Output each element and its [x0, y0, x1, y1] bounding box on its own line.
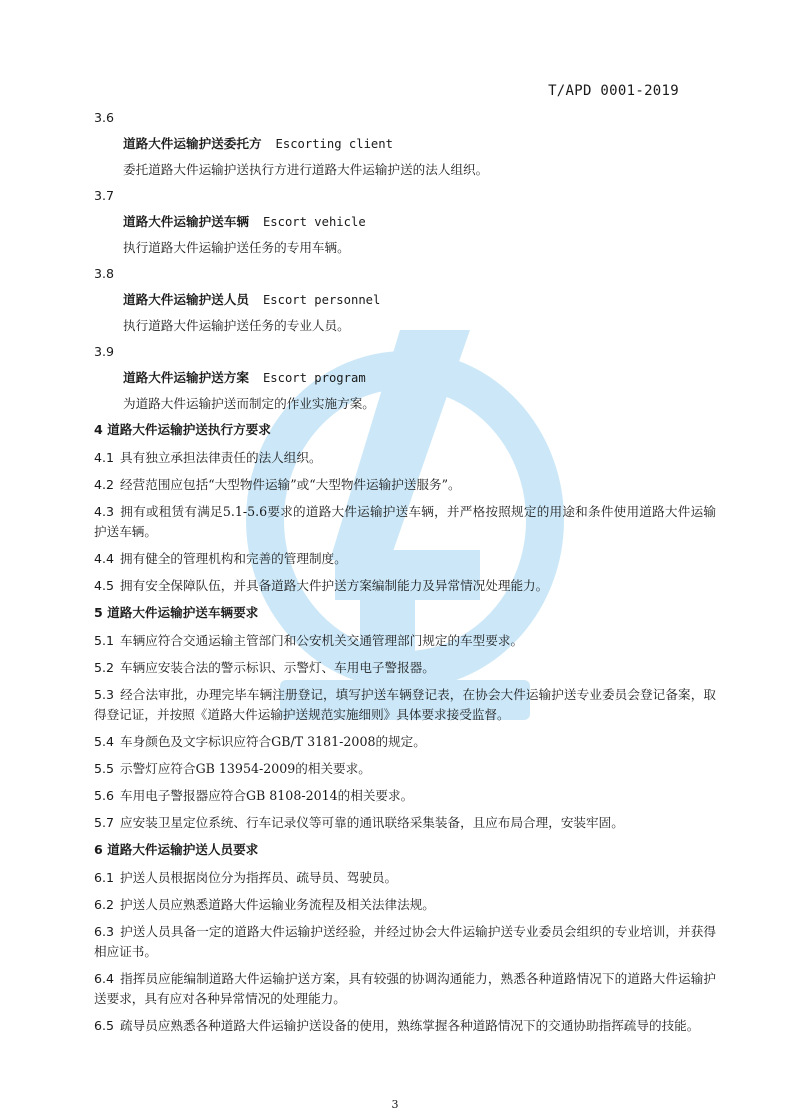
clause: [94, 732, 716, 752]
term-title-en: Escort personnel: [262, 293, 381, 307]
clause-number: 5.2: [94, 660, 115, 675]
clause: [94, 969, 716, 1009]
term-definition: 执行道路大件运输护送任务的专业人员。: [123, 318, 350, 333]
term-title-en: Escort program: [262, 371, 366, 385]
clause: [94, 759, 716, 779]
section-heading: 4 道路大件运输护送执行方要求: [94, 422, 271, 437]
clause: [94, 658, 716, 678]
term-definition: 委托道路大件运输护送执行方进行道路大件运输护送的法人组织。: [123, 162, 489, 177]
clause-number: 6.5: [94, 1018, 115, 1033]
term-title-en: Escorting client: [275, 137, 393, 151]
clause-text: 指挥员应能编制道路大件运输护送方案，具有较强的协调沟通能力，熟悉各种道路情况下的道路大件运输护送要求，具有应对各种异常情况的处理能力。: [94, 971, 716, 1006]
clause-number: 5.7: [94, 815, 115, 830]
clause-text: 护送人员根据岗位分为指挥员、疏导员、驾驶员。: [120, 870, 398, 885]
term-title-zh: 道路大件运输护送委托方: [123, 136, 262, 151]
clause: [94, 631, 716, 651]
clause-text: 护送人员应熟悉道路大件运输业务流程及相关法律法规。: [120, 897, 435, 912]
clause-number: 5.5: [94, 761, 115, 776]
clause-text: 疏导员应熟悉各种道路大件运输护送设备的使用，熟练掌握各种道路情况下的交通协助指挥疏导的技能。: [120, 1018, 700, 1033]
term-number: 3.6: [94, 110, 115, 125]
term-title-zh: 道路大件运输护送方案: [123, 370, 249, 385]
term-title: [94, 290, 716, 310]
clause: [94, 786, 716, 806]
document-body: [94, 104, 716, 1043]
clause-text: 车身颜色及文字标识应符合GB/T 3181-2008的规定。: [120, 734, 426, 749]
clause-text: 车辆应符合交通运输主管部门和公安机关交通管理部门规定的车型要求。: [120, 633, 524, 648]
clause-number: 5.6: [94, 788, 115, 803]
term-title-en: Escort vehicle: [262, 215, 366, 229]
clause-number: 5.4: [94, 734, 115, 749]
clause-text: 拥有或租赁有满足5.1-5.6要求的道路大件运输护送车辆，并严格按照规定的用途和条件使用道路大件运输护送车辆。: [94, 504, 716, 539]
term-title: [94, 368, 716, 388]
clause-text: 示警灯应符合GB 13954-2009的相关要求。: [120, 761, 371, 776]
clause-number: 4.3: [94, 504, 115, 519]
clause-number: 6.2: [94, 897, 115, 912]
clause-text: 经合法审批，办理完毕车辆注册登记，填写护送车辆登记表，在协会大件运输护送专业委员会登记备案，取得登记证，并按照《道路大件运输护送规范实施细则》具体要求接受监督。: [94, 687, 716, 722]
clause-text: 车辆应安装合法的警示标识、示警灯、车用电子警报器。: [120, 660, 435, 675]
clause-text: 经营范围应包括“大型物件运输”或“大型物件运输护送服务”。: [120, 477, 461, 492]
term-title-zh: 道路大件运输护送人员: [123, 292, 249, 307]
term-entry: [94, 342, 716, 414]
term-title: [94, 134, 716, 154]
term-definition: 为道路大件运输护送而制定的作业实施方案。: [123, 396, 375, 411]
term-definition: 执行道路大件运输护送任务的专用车辆。: [123, 240, 350, 255]
clause-text: 车用电子警报器应符合GB 8108-2014的相关要求。: [120, 788, 414, 803]
clause-number: 6.4: [94, 971, 115, 986]
clause: [94, 922, 716, 962]
clause-number: 5.1: [94, 633, 115, 648]
term-title-zh: 道路大件运输护送车辆: [123, 214, 249, 229]
term-title: [94, 212, 716, 232]
clause: [94, 576, 716, 596]
clause-text: 应安装卫星定位系统、行车记录仪等可靠的通讯联络采集装备，且应布局合理，安装牢固。: [120, 815, 624, 830]
clause: [94, 868, 716, 888]
clause: [94, 1016, 716, 1036]
section-heading: 6 道路大件运输护送人员要求: [94, 842, 259, 857]
clause: [94, 685, 716, 725]
clause: [94, 549, 716, 569]
clause-number: 6.3: [94, 924, 115, 939]
section-heading: 5 道路大件运输护送车辆要求: [94, 605, 259, 620]
term-entry: [94, 264, 716, 336]
clause-number: 4.1: [94, 450, 115, 465]
clause: [94, 813, 716, 833]
document-code: T/APD 0001-2019: [548, 83, 679, 99]
term-entry: [94, 108, 716, 180]
clause-text: 拥有安全保障队伍，并具备道路大件护送方案编制能力及异常情况处理能力。: [120, 578, 549, 593]
term-number: 3.7: [94, 188, 115, 203]
clause-number: 4.2: [94, 477, 115, 492]
page-number: 3: [391, 1098, 399, 1111]
clause-number: 5.3: [94, 687, 115, 702]
clause: [94, 502, 716, 542]
clause-number: 4.4: [94, 551, 115, 566]
clause: [94, 475, 716, 495]
clause-number: 6.1: [94, 870, 115, 885]
clause-text: 护送人员具备一定的道路大件运输护送经验，并经过协会大件运输护送专业委员会组织的专业培训，并获得相应证书。: [94, 924, 716, 959]
clause-text: 拥有健全的管理机构和完善的管理制度。: [120, 551, 347, 566]
clause-text: 具有独立承担法律责任的法人组织。: [120, 450, 322, 465]
clause: [94, 448, 716, 468]
term-number: 3.8: [94, 266, 115, 281]
term-number: 3.9: [94, 344, 115, 359]
clause: [94, 895, 716, 915]
clause-number: 4.5: [94, 578, 115, 593]
term-entry: [94, 186, 716, 258]
